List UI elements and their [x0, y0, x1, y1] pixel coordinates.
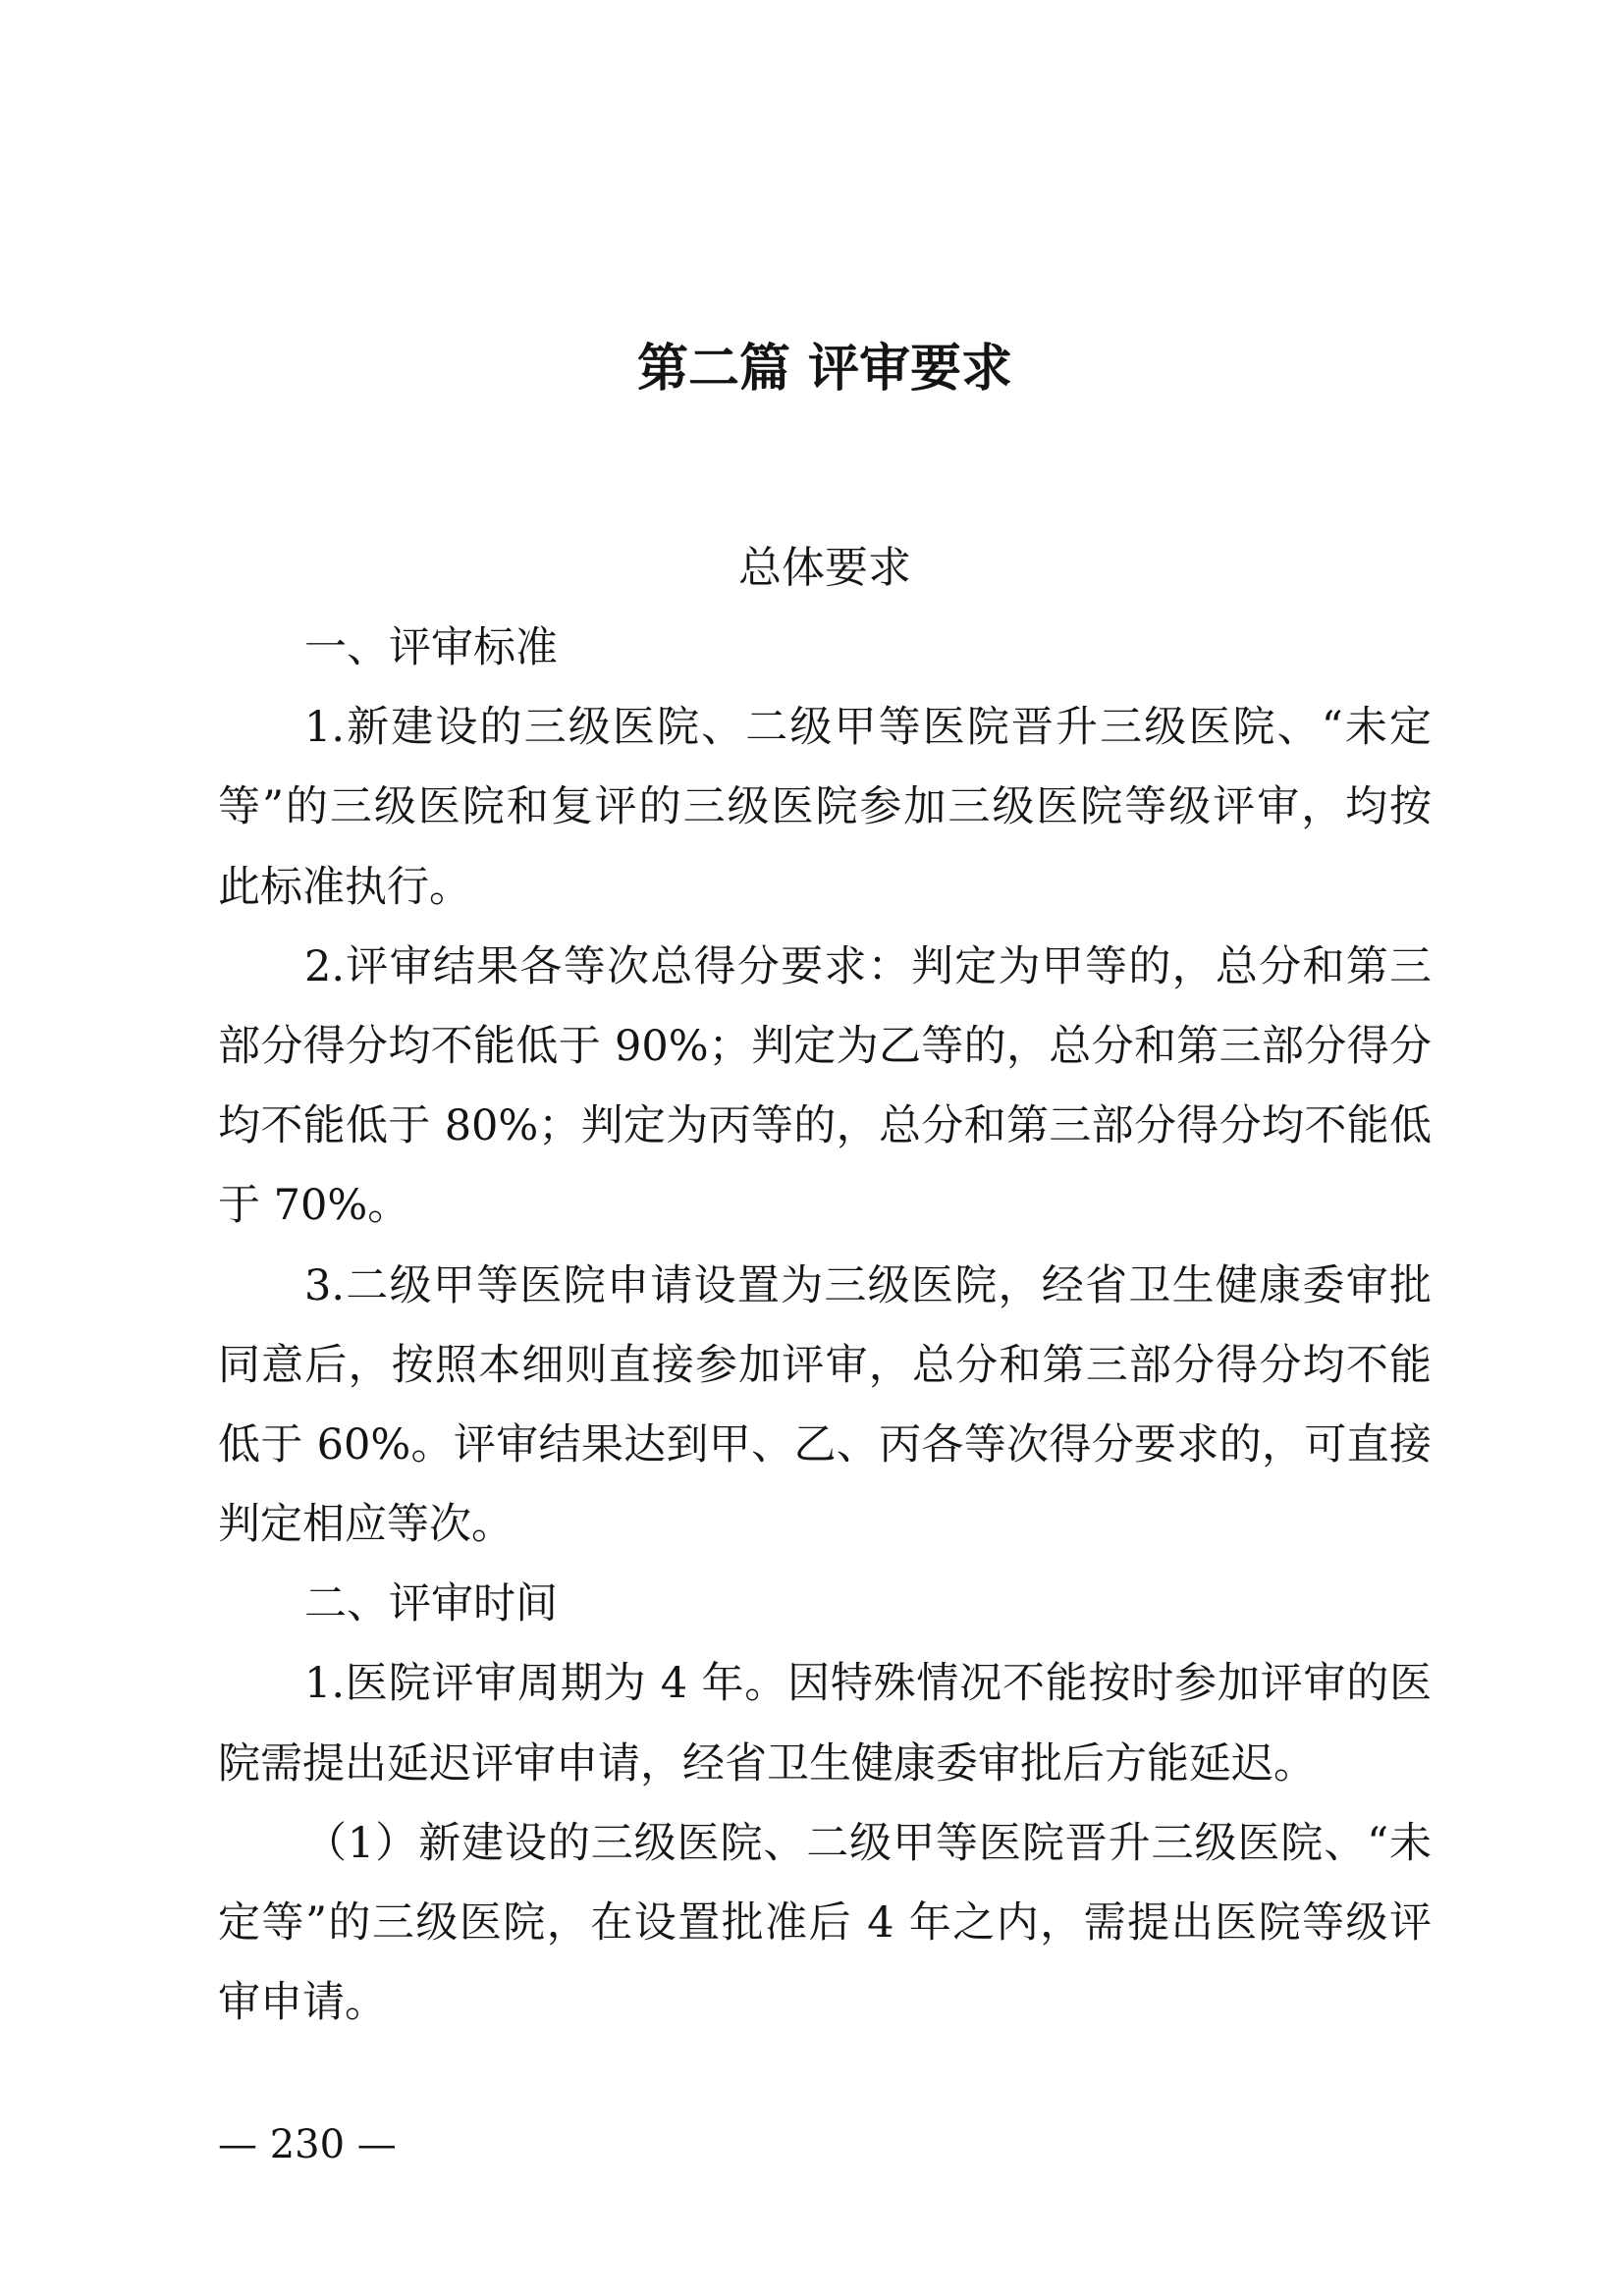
page-number: — 230 — [218, 2122, 397, 2167]
text-line: 部分得分均不能低于 90%；判定为乙等的，总分和第三部分得分 [218, 1021, 1432, 1071]
text-line: 3.二级甲等医院申请设置为三级医院，经省卫生健康委审批 [304, 1260, 1432, 1310]
text-line: 二、评审时间 [304, 1579, 558, 1629]
part-title: 第二篇 评审要求 [636, 340, 1013, 399]
paragraph-upgrade-review [218, 1247, 1432, 1566]
text-line: 定等”的三级医院，在设置批准后 4 年之内，需提出医院等级评 [218, 1898, 1432, 1948]
text-line: 1.新建设的三级医院、二级甲等医院晋升三级医院、“未定 [304, 703, 1432, 753]
text-line: 判定相应等次。 [218, 1500, 514, 1550]
text-line: （1）新建设的三级医院、二级甲等医院晋升三级医院、“未 [304, 1818, 1432, 1868]
document-body [218, 609, 1432, 2043]
paragraph-score-requirements [218, 928, 1432, 1247]
text-line: 2.评审结果各等次总得分要求：判定为甲等的，总分和第三 [304, 941, 1432, 991]
text-line: 低于 60%。评审结果达到甲、乙、丙各等次得分要求的，可直接 [218, 1419, 1432, 1469]
text-line: 一、评审标准 [304, 623, 558, 672]
paragraph-standard-scope [218, 688, 1432, 928]
text-line: 此标准执行。 [218, 862, 471, 912]
text-line: 均不能低于 80%；判定为丙等的，总分和第三部分得分均不能低 [218, 1101, 1432, 1151]
text-line: 等”的三级医院和复评的三级医院参加三级医院等级评审，均按 [218, 782, 1432, 832]
heading-review-time [218, 1565, 1432, 1644]
paragraph-review-cycle [218, 1644, 1432, 1803]
paragraph-new-hospital-application [218, 1804, 1432, 2044]
text-line: 院需提出延迟评审申请，经省卫生健康委审批后方能延迟。 [218, 1738, 1316, 1789]
heading-review-standard [218, 609, 1432, 688]
text-line: 于 70%。 [218, 1181, 410, 1231]
text-line: 1.医院评审周期为 4 年。因特殊情况不能按时参加评审的医 [304, 1659, 1432, 1709]
text-line: 同意后，按照本细则直接参加评审，总分和第三部分得分均不能 [218, 1340, 1432, 1390]
section-title: 总体要求 [738, 543, 911, 593]
text-line: 审申请。 [218, 1978, 387, 2028]
